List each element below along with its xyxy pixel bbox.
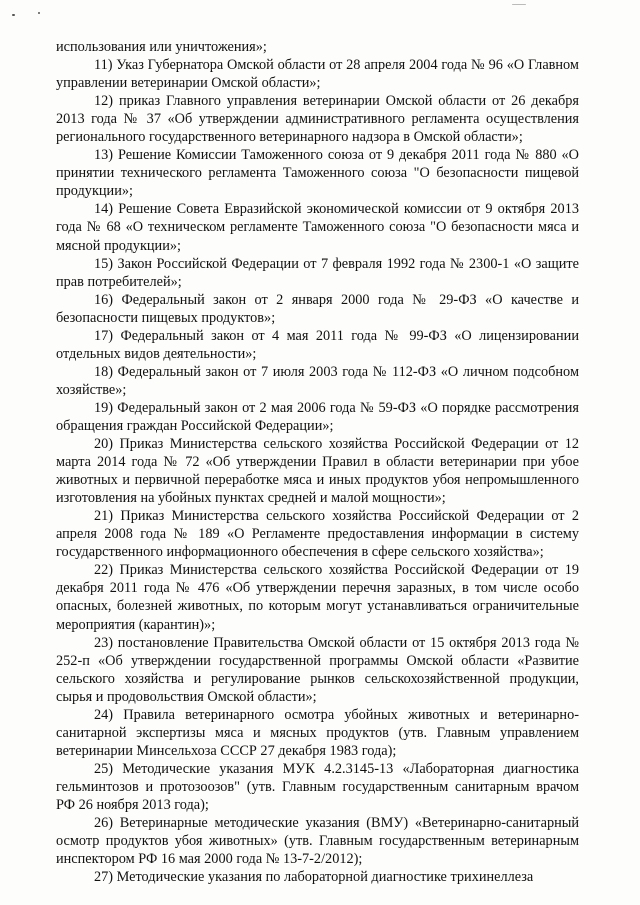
list-item-19: 19) Федеральный закон от 2 мая 2006 года № 59-ФЗ «О порядке рассмотрения обращения граждан Российской Федерации»; [56,399,579,434]
list-item-27: 27) Методические указания по лабораторной диагностике трихинеллеза [94,869,534,886]
list-item-17: 17) Федеральный закон от 4 мая 2011 года № 99-ФЗ «О лицензировании отдельных видов деятельности»; [56,327,579,362]
list-item-25: 25) Методические указания МУК 4.2.3145-13 «Лабораторная диагностика гельминтозов и протозоозов" (утв. Главным государственным санитарным врачом РФ 26 ноября 2013 года); [56,760,579,813]
paragraph-continuation: использования или уничтожения»; [56,39,267,55]
list-item-24: 24) Правила ветеринарного осмотра убойных животных и ветеринарно-санитарной экспертизы мяса и мясных продуктов (утв. Главным управлением ветеринарии Минсельхоза СССР 27 декабря 1983 года); [56,706,579,759]
list-item-11: 11) Указ Губернатора Омской области от 28 апреля 2004 года № 96 «О Главном управлении ветеринарии Омской области»; [56,57,579,92]
list-item-26: 26) Ветеринарные методические указания (ВМУ) «Ветеринарно-санитарный осмотр продуктов убоя животных» (утв. Главным государственным ветеринарным инспектором РФ 16 мая 2000 года № 13-7-2/2012); [56,815,579,868]
list-item-22: 22) Приказ Министерства сельского хозяйства Российской Федерации от 19 декабря 2011 года № 476 «Об утверждении перечня заразных, в том числе особо опасных, болезней животных, по которым могут устанавливаться ограничительные мероприятия (карантин)»; [56,562,579,633]
document-body [56,38,579,886]
list-item-21: 21) Приказ Министерства сельского хозяйства Российской Федерации от 2 апреля 2008 года № 189 «О Регламенте предоставления информации в систему государственного информационного обеспечения в сфере сельского хозяйства»; [56,508,579,561]
list-item-13: 13) Решение Комиссии Таможенного союза от 9 декабря 2011 года № 880 «О принятии технического регламента Таможенного союза "О безопасности пищевой продукции»; [56,147,579,200]
list-item-18: 18) Федеральный закон от 7 июля 2003 года № 112-ФЗ «О личном подсобном хозяйстве»; [56,363,579,398]
list-item-15: 15) Закон Российской Федерации от 7 февраля 1992 года № 2300-1 «О защите прав потребителей»; [56,255,579,290]
list-item-16: 16) Федеральный закон от 2 января 2000 года № 29-ФЗ «О качестве и безопасности пищевых продуктов»; [56,291,579,326]
list-item-14: 14) Решение Совета Евразийской экономической комиссии от 9 октября 2013 года № 68 «О техническом регламенте Таможенного союза "О безопасности мяса и мясной продукции»; [56,201,579,254]
list-item-12: 12) приказ Главного управления ветеринарии Омской области от 26 декабря 2013 года № 37 «Об утверждении административного регламента осуществления регионального государственного ветеринарного надзора в Омской области»; [56,93,579,146]
list-item-20: 20) Приказ Министерства сельского хозяйства Российской Федерации от 12 марта 2014 года № 72 «Об утверждении Правил в области ветеринарии при убое животных и первичной переработке мяса и иных продуктов убоя непромышленного изготовления на убойных пунктах средней и малой мощности»; [56,436,579,507]
list-item-23: 23) постановление Правительства Омской области от 15 октября 2013 года № 252-п «Об утверждении государственной программы Омской области «Развитие сельского хозяйства и регулирование рынков сельскохозяйственной продукции, сырья и продовольствия Омской области»; [56,634,579,705]
